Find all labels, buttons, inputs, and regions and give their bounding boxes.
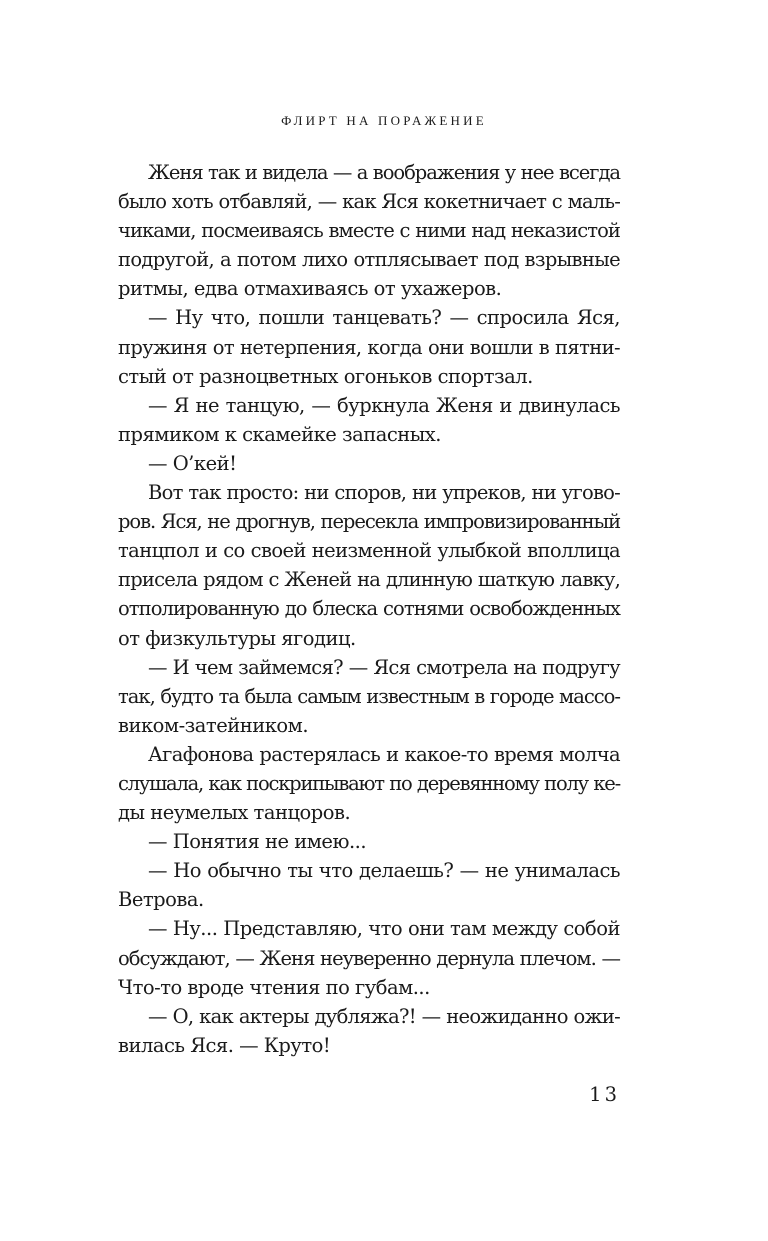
text-line: Что-то вроде чтения по губам... (118, 975, 430, 999)
text-line: присела рядом с Женей на длинную шаткую лавку, (118, 568, 620, 592)
running-head: ФЛИРТ НА ПОРАЖЕНИЕ (281, 113, 487, 128)
text-line: так, будто та была самым известным в городе массо- (118, 684, 620, 708)
text-line: ров. Яся, не дрогнув, пересекла импровизированный (118, 510, 620, 534)
text-line: подругой, а потом лихо отплясывает под взрывные (118, 248, 620, 272)
text-line: — О, как актеры дубляжа?! — неожиданно ожи- (148, 1004, 620, 1028)
text-line: — Ну... Представляю, что они там между собой (148, 917, 620, 941)
page-number: 13 (589, 1083, 620, 1106)
text-line: обсуждают, — Женя неуверенно дернула плечом. — (118, 946, 620, 970)
text-line: прямиком к скамейке запасных. (118, 422, 442, 446)
text-line: слушала, как поскрипывают по деревянному полу ке- (118, 771, 620, 795)
text-line: виком-затейником. (118, 713, 309, 737)
text-line: — Я не танцую, — буркнула Женя и двинулась (148, 393, 620, 417)
text-line: Женя так и видела — а воображения у нее всегда (148, 161, 620, 184)
text-line: ритмы, едва отмахиваясь от ухажеров. (118, 277, 502, 301)
text-line: ды неумелых танцоров. (118, 801, 351, 825)
text-line: было хоть отбавляй, — как Яся кокетничает с маль- (118, 190, 620, 214)
text-line: отполированную до блеска сотнями освобожденных (118, 597, 620, 621)
text-line: стый от разноцветных огоньков спортзал. (118, 364, 533, 388)
text-line: танцпол и со своей неизменной улыбкой вполлица (118, 539, 620, 563)
text-line: вилась Яся. — Круто! (118, 1033, 331, 1057)
text-line: Ветрова. (118, 888, 204, 912)
text-line: — И чем займемся? — Яся смотрела на подругу (148, 655, 620, 679)
text-line: — Ну что, пошли танцевать? — спросила Яся, (148, 306, 620, 330)
text-line: от физкультуры ягодиц. (118, 626, 356, 650)
text-line: Вот так просто: ни споров, ни упреков, ни угово- (148, 481, 620, 505)
text-line: — Но обычно ты что делаешь? — не унималась (148, 859, 620, 883)
text-line: — О’кей! (148, 451, 237, 475)
text-line: Агафонова растерялась и какое-то время молча (148, 742, 620, 766)
text-line: — Понятия не имею... (148, 830, 367, 854)
text-line: чиками, посмеиваясь вместе с ними над неказистой (118, 219, 620, 243)
body-text (118, 158, 620, 1060)
text-line: пружиня от нетерпения, когда они вошли в пятни- (118, 335, 620, 359)
